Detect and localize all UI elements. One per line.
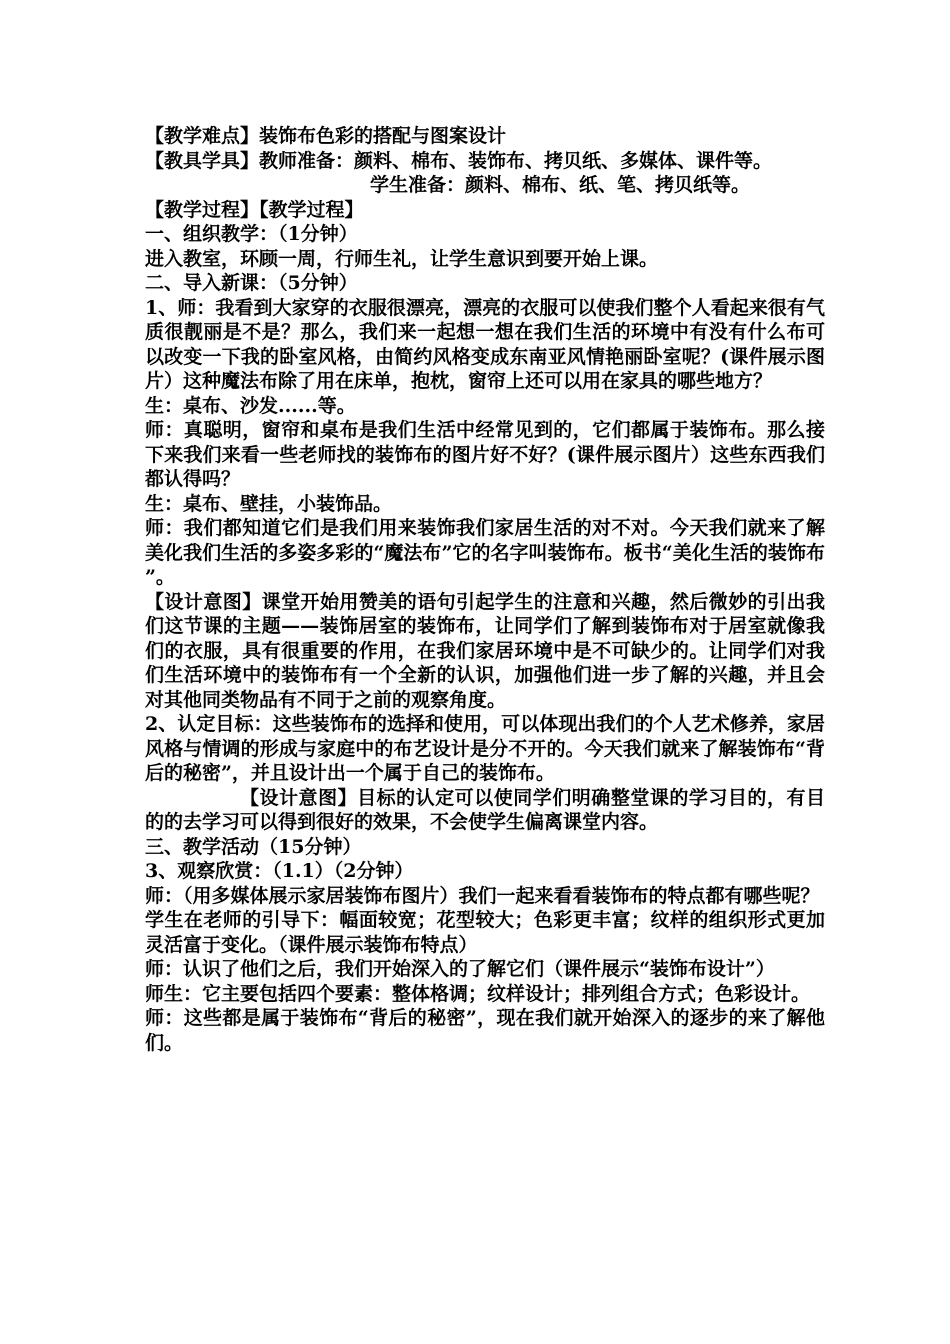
intro-student-reply-1: 生：桌布、沙发......等。 xyxy=(145,394,356,417)
observe-heading: 3、观察欣赏：（1.1）（2分钟） xyxy=(145,860,414,882)
section-activity-heading: 三、教学活动（15分钟） xyxy=(145,835,362,858)
intro-teacher-paragraph-3: 师：我们都知道它们是我们用来装饰我们家居生活的对不对。今天我们就来了解美化我们生活的多姿多彩的“魔法布”它的名字叫装饰布。板书“美化生活的装饰布”。 xyxy=(145,517,825,588)
activity-teacher-student-paragraph: 师生：它主要包括四个要素：整体格调；纹样设计；排列组合方式；色彩设计。 xyxy=(145,982,811,1005)
activity-teacher-paragraph-2: 师：认识了他们之后，我们开始深入的了解它们（课件展示“装饰布设计”） xyxy=(145,958,775,980)
teaching-materials-students: 学生准备：颜料、棉布、纸、笔、拷贝纸等。 xyxy=(370,174,751,196)
goal-confirmation: 2、认定目标：这些装饰布的选择和使用，可以体现出我们的个人艺术修养，家居风格与情调的形成与家庭中的布艺设计是分不开的。今天我们就来了解装饰布“背后的秘密”，并且设计出一个属于自己的装饰布。 xyxy=(145,713,825,784)
section-organize-heading: 一、组织教学：（1分钟） xyxy=(145,223,358,245)
section-organize-text: 进入教室，环顾一周，行师生礼，让学生意识到要开始上课。 xyxy=(145,247,659,270)
activity-teacher-paragraph-1: 师：（用多媒体展示家居装饰布图片）我们一起来看看装饰布的特点都有哪些呢？ xyxy=(145,884,820,907)
intro-teacher-paragraph-1: 1、师：我看到大家穿的衣服很漂亮，漂亮的衣服可以使我们整个人看起来很有气质很靓丽是不是？那么，我们来一起想一想在我们生活的环境中有没有什么布可以改变一下我的卧室风格，由简约风格变成东南亚风情艳丽卧室呢？(课件展示图片）这种魔法布除了用在床单，抱枕，窗帘上还可以用在家具的哪些地方？ xyxy=(145,296,825,392)
teaching-materials-teacher: 【教具学具】教师准备：颜料、棉布、装饰布、拷贝纸、多媒体、课件等。 xyxy=(145,149,773,172)
section-intro-heading: 二、导入新课：（5分钟） xyxy=(145,272,358,294)
intro-teacher-paragraph-2: 师：真聪明，窗帘和桌布是我们生活中经常见到的，它们都属于装饰布。那么接下来我们来看一些老师找的装饰布的图片好不好？(课件展示图片）这些东西我们都认得吗？ xyxy=(145,419,825,490)
activity-teacher-paragraph-3: 师：这些都是属于装饰布“背后的秘密”，现在我们就开始深入的逐步的来了解他们。 xyxy=(145,1007,825,1054)
document-page xyxy=(145,124,825,1055)
intro-student-reply-2: 生：桌布、壁挂，小装饰品。 xyxy=(145,492,393,515)
design-intent-2: 【设计意图】目标的认定可以使同学们明确整堂课的学习目的，有目的的去学习可以得到很好的效果，不会使学生偏离课堂内容。 xyxy=(145,786,825,833)
teaching-difficulty: 【教学难点】装饰布色彩的搭配与图案设计 xyxy=(145,125,507,147)
design-intent-1: 【设计意图】课堂开始用赞美的语句引起学生的注意和兴趣，然后微妙的引出我们这节课的主题——装饰居室的装饰布，让同学们了解到装饰布对于居室就像我们的衣服，具有很重要的作用，在我们家居环境中是不可缺少的。让同学们对我们生活环境中的装饰布有一个全新的认识，加强他们进一步了解的兴趣，并且会对其他同类物品有不同于之前的观察角度。 xyxy=(145,590,825,711)
teaching-process-heading: 【教学过程】【教学过程】 xyxy=(145,198,364,221)
activity-student-paragraph: 学生在老师的引导下：幅面较宽；花型较大；色彩更丰富；纹样的组织形式更加灵活富于变化。（课件展示装饰布特点） xyxy=(145,909,825,956)
